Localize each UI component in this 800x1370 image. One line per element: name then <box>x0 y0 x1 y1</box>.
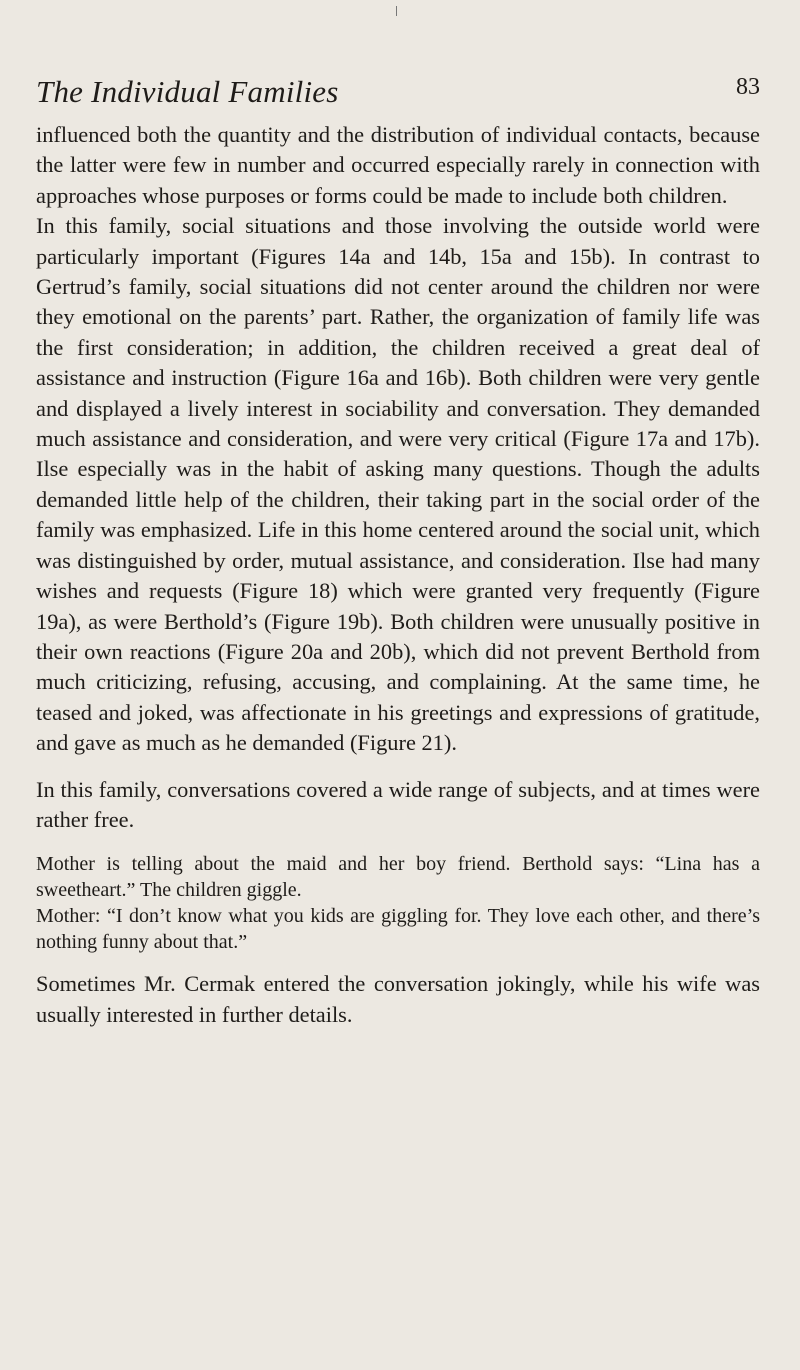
body-text <box>36 120 760 1030</box>
paragraph-conversations: In this family, conversations covered a wide range of subjects, and at times were rather free. <box>36 776 760 832</box>
running-title: The Individual Families <box>36 74 339 109</box>
quoted-extract <box>36 851 760 955</box>
extract-line: Mother is telling about the maid and her boy friend. Berthold says: “Lina has a sweetheart.” The children giggle. <box>36 853 760 902</box>
page-number: 83 <box>736 74 760 100</box>
paragraph-social-situations: In this family, social situations and those involving the outside world were particularly important (Figures 14a and 14b, 15a and 15b). In contrast to Gertrud’s family, social situations did not center around the children nor were they emotional on the parents’ part. Rather, the organization of family life was the first consideration; in addition, the children received a great deal of assistance and instruction (Figure 16a and 16b). Both children were very gentle and displayed a lively interest in sociability and conversation. They demanded much assistance and consideration, and were very critical (Figure 17a and 17b). Ilse especially was in the habit of asking many questions. Though the adults demanded little help of the children, their taking part in the social order of the family was emphasized. Life in this home centered around the social unit, which was distinguished by order, mutual assistance, and consideration. Ilse had many wishes and requests (Figure 18) which were granted very frequently (Figure 19a), as were Berthold’s (Figure 19b). Both children were unusually positive in their own reactions (Figure 20a and 20b), which did not prevent Berthold from much criticizing, refusing, accusing, and complaining. At the same time, he teased and joked, was affectionate in his greetings and expressions of gratitude, and gave as much as he demanded (Figure 21). <box>36 213 760 756</box>
scan-mark <box>396 6 397 16</box>
page-header <box>36 74 760 114</box>
paragraph-closing: Sometimes Mr. Cermak entered the conversation jokingly, while his wife was usually interested in further details. <box>36 971 760 1027</box>
paragraph-continued: influenced both the quantity and the distribution of individual contacts, because the latter were few in number and occurred especially rarely in connection with approaches whose purposes or forms could be made to include both children. <box>36 122 760 208</box>
extract-line: Mother: “I don’t know what you kids are giggling for. They love each other, and there’s nothing funny about that.” <box>36 905 760 954</box>
